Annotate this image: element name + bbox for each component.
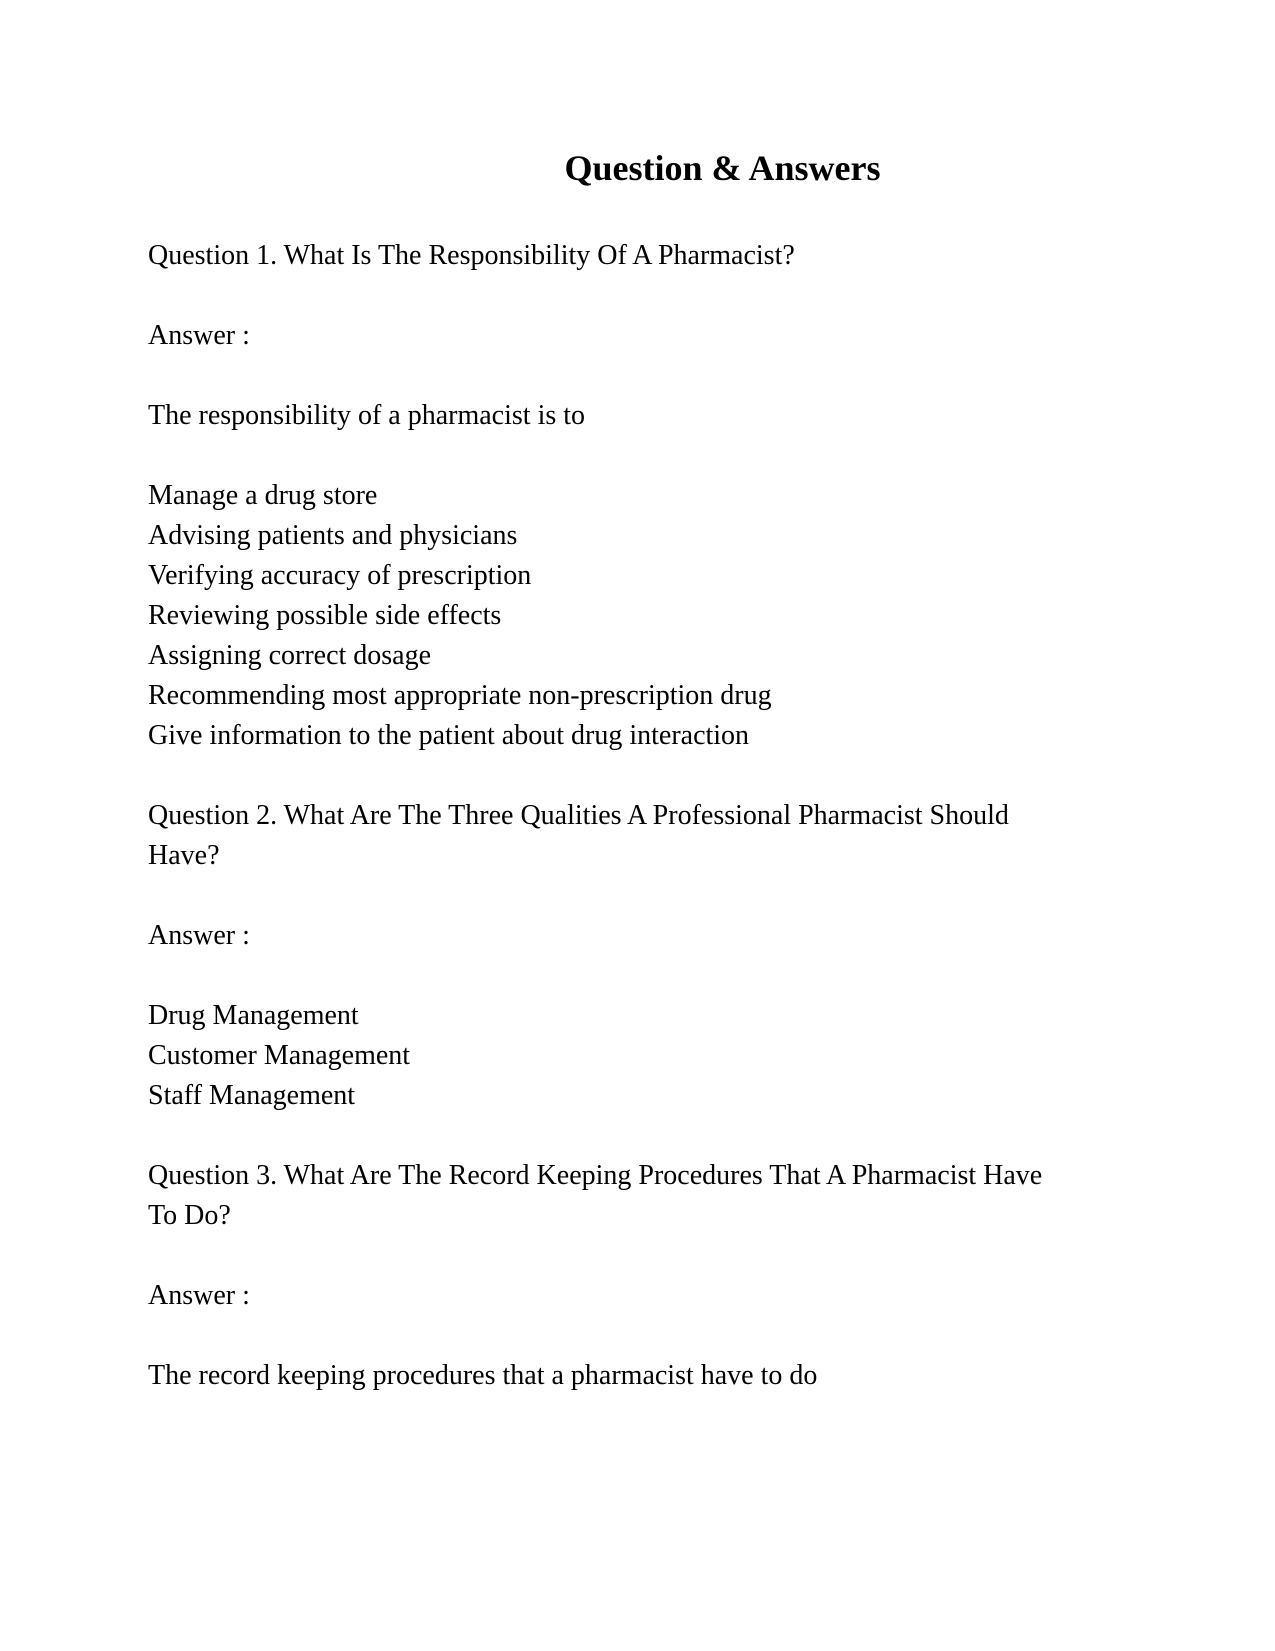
answer-1-item: Give information to the patient about drug interaction bbox=[148, 720, 750, 751]
answer-1-item: Reviewing possible side effects bbox=[148, 600, 502, 631]
answer-label-3: Answer : bbox=[148, 1280, 250, 1311]
answer-1-item: Advising patients and physicians bbox=[148, 520, 518, 551]
answer-2-item: Customer Management bbox=[148, 1040, 411, 1071]
answer-3-intro: The record keeping procedures that a pharmacist have to do bbox=[148, 1360, 818, 1391]
question-1: Question 1. What Is The Responsibility Of A Pharmacist? bbox=[148, 240, 795, 271]
question-3-line-2: To Do? bbox=[148, 1200, 231, 1231]
answer-1-item: Manage a drug store bbox=[148, 480, 378, 511]
question-2-line-1: Question 2. What Are The Three Qualities A Professional Pharmacist Should bbox=[148, 800, 1009, 831]
answer-1-item: Verifying accuracy of prescription bbox=[148, 560, 532, 591]
answer-1-intro: The responsibility of a pharmacist is to bbox=[148, 400, 586, 431]
answer-1-item: Assigning correct dosage bbox=[148, 640, 432, 671]
answer-2-item: Staff Management bbox=[148, 1080, 356, 1111]
page-title: Question & Answers bbox=[564, 148, 881, 188]
answer-label-2: Answer : bbox=[148, 920, 250, 951]
answer-2-item: Drug Management bbox=[148, 1000, 359, 1031]
question-2-line-2: Have? bbox=[148, 840, 220, 871]
question-3-line-1: Question 3. What Are The Record Keeping Procedures That A Pharmacist Have bbox=[148, 1160, 1043, 1191]
answer-label-1: Answer : bbox=[148, 320, 250, 351]
answer-1-item: Recommending most appropriate non-prescription drug bbox=[148, 680, 772, 711]
